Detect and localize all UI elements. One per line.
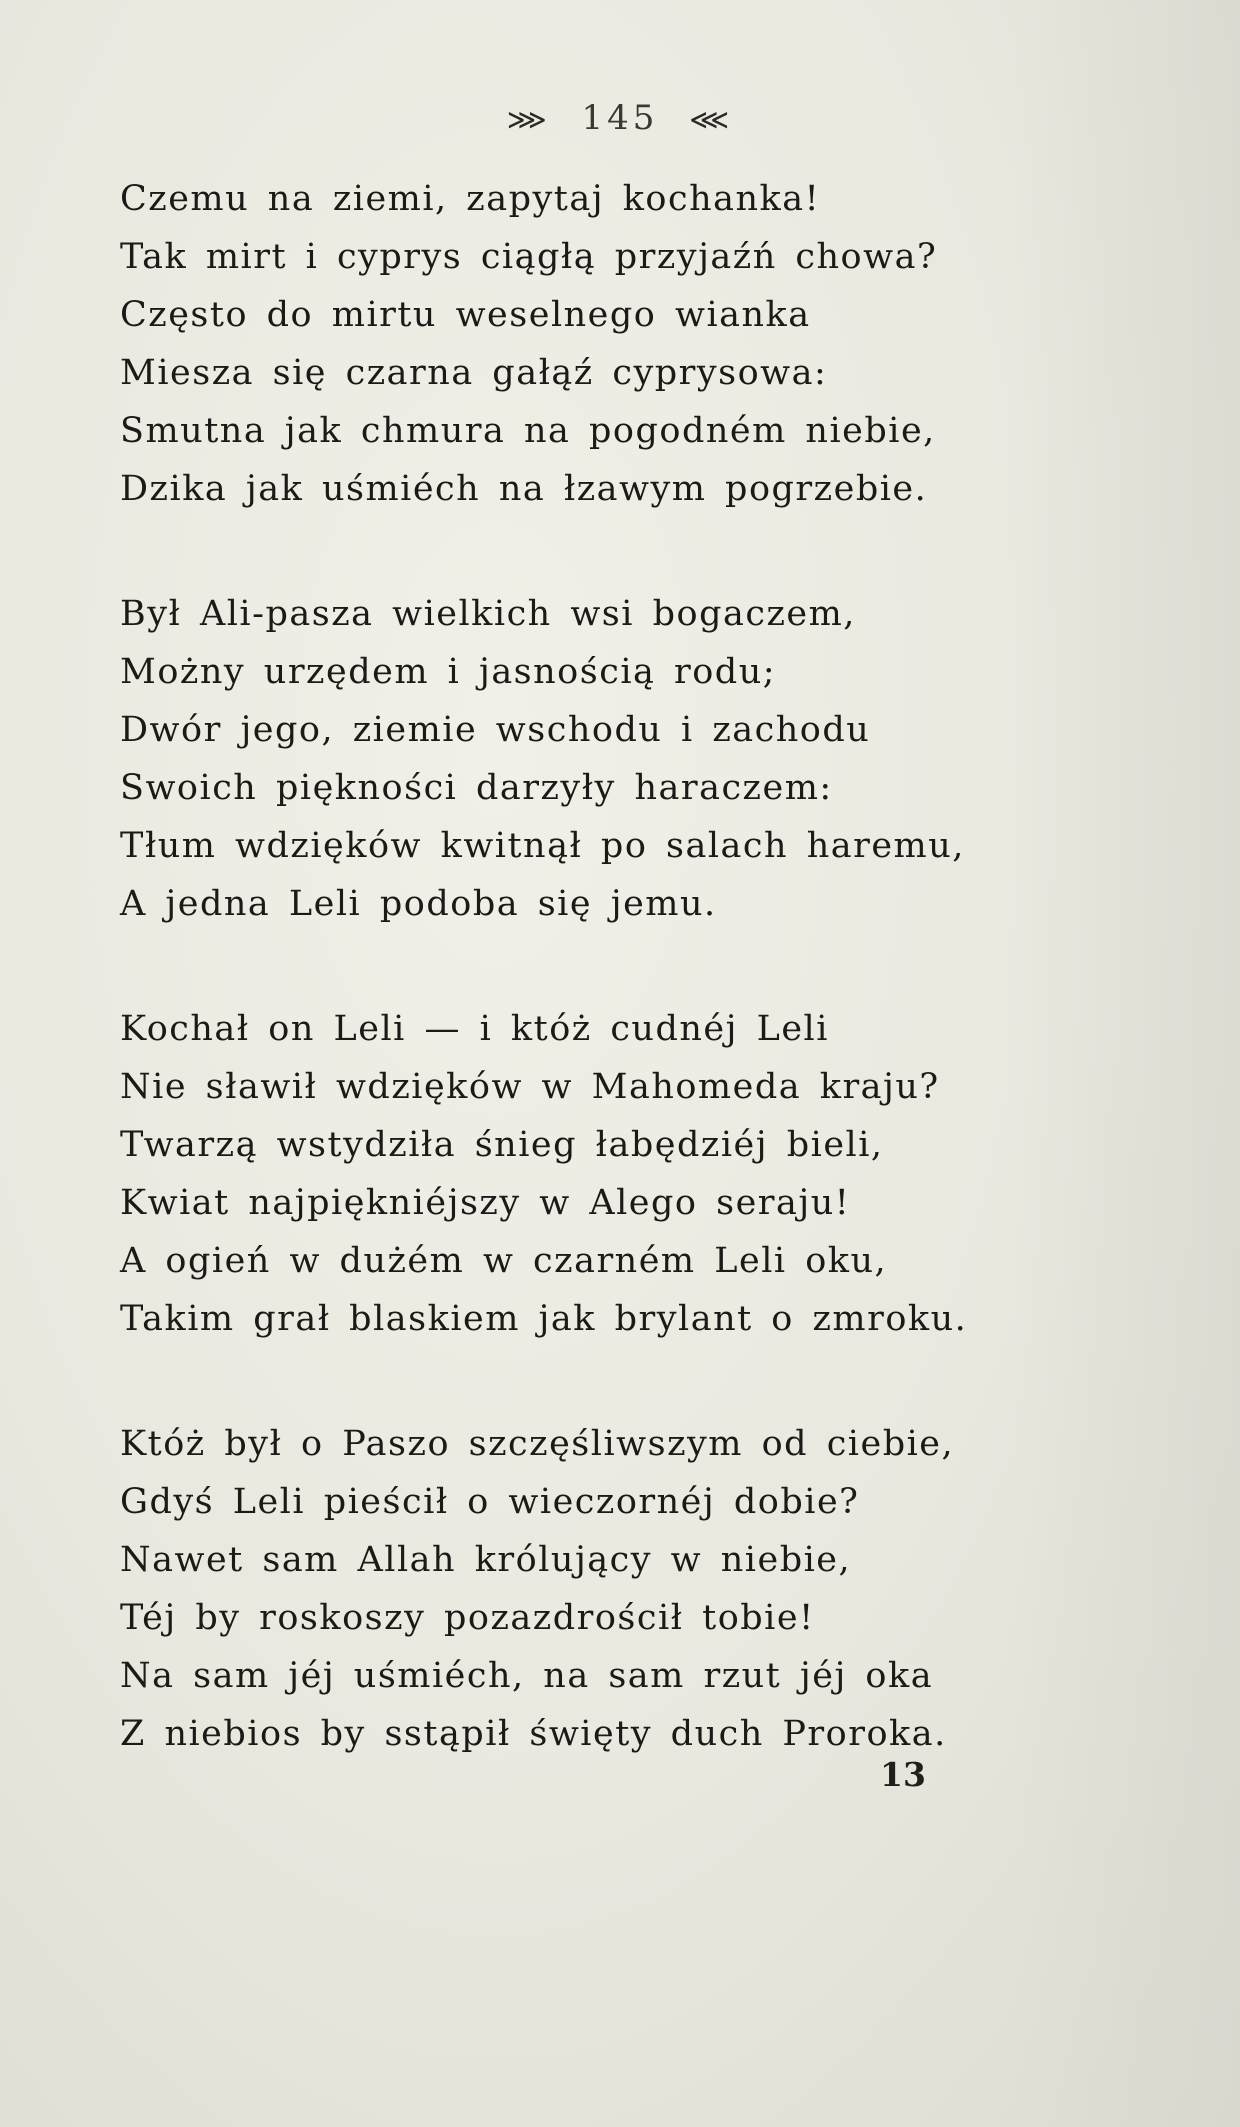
verse-line: Czemu na ziemi, zapytaj kochanka! bbox=[120, 179, 821, 219]
stanza-1 bbox=[120, 170, 1020, 518]
verse-line: Smutna jak chmura na pogodném niebie, bbox=[120, 411, 936, 451]
left-ornament: ⋙ bbox=[506, 103, 551, 136]
verse-line: Tłum wdzięków kwitnął po salach haremu, bbox=[120, 826, 965, 866]
stanza-4 bbox=[120, 1415, 1020, 1763]
verse-line: Kwiat najpiękniéjszy w Alego seraju! bbox=[120, 1183, 851, 1223]
verse-line: Takim grał blaskiem jak brylant o zmroku. bbox=[120, 1299, 968, 1339]
verse-line: Miesza się czarna gałąź cyprysowa: bbox=[120, 353, 828, 393]
facing-page-bleed bbox=[1010, 0, 1240, 2127]
verse-line: Nawet sam Allah królujący w niebie, bbox=[120, 1540, 852, 1580]
verse-line: Na sam jéj uśmiéch, na sam rzut jéj oka bbox=[120, 1656, 934, 1696]
page-number: 145 bbox=[581, 98, 659, 138]
verse-line: A jedna Leli podoba się jemu. bbox=[120, 884, 717, 924]
verse-line: Możny urzędem i jasnością rodu; bbox=[120, 652, 777, 692]
page-header bbox=[0, 98, 1240, 138]
verse-line: Któż był o Paszo szczęśliwszym od ciebie, bbox=[120, 1424, 955, 1464]
verse-line: Kochał on Leli — i któż cudnéj Leli bbox=[120, 1009, 829, 1049]
verse-line: Z niebios by sstąpił święty duch Proroka. bbox=[120, 1714, 947, 1754]
verse-line: Dwór jego, ziemie wschodu i zachodu bbox=[120, 710, 871, 750]
stanza-2 bbox=[120, 585, 1020, 933]
right-ornament: ⋘ bbox=[689, 103, 734, 136]
verse-line: Twarzą wstydziła śnieg łabędziéj bieli, bbox=[120, 1125, 884, 1165]
verse-line: Był Ali-pasza wielkich wsi bogaczem, bbox=[120, 594, 856, 634]
verse-line: Dzika jak uśmiéch na łzawym pogrzebie. bbox=[120, 469, 928, 509]
verse-line: A ogień w dużém w czarném Leli oku, bbox=[120, 1241, 888, 1281]
verse-line: Często do mirtu weselnego wianka bbox=[120, 295, 811, 335]
verse-line: Swoich piękności darzyły haraczem: bbox=[120, 768, 833, 808]
verse-line: Gdyś Leli pieścił o wieczornéj dobie? bbox=[120, 1482, 860, 1522]
verse-line: Téj by roskoszy pozazdrościł tobie! bbox=[120, 1598, 815, 1638]
signature-mark: 13 bbox=[880, 1755, 926, 1794]
stanza-3 bbox=[120, 1000, 1020, 1348]
verse-line: Nie sławił wdzięków w Mahomeda kraju? bbox=[120, 1067, 940, 1107]
verse-line: Tak mirt i cyprys ciągłą przyjaźń chowa? bbox=[120, 237, 938, 277]
